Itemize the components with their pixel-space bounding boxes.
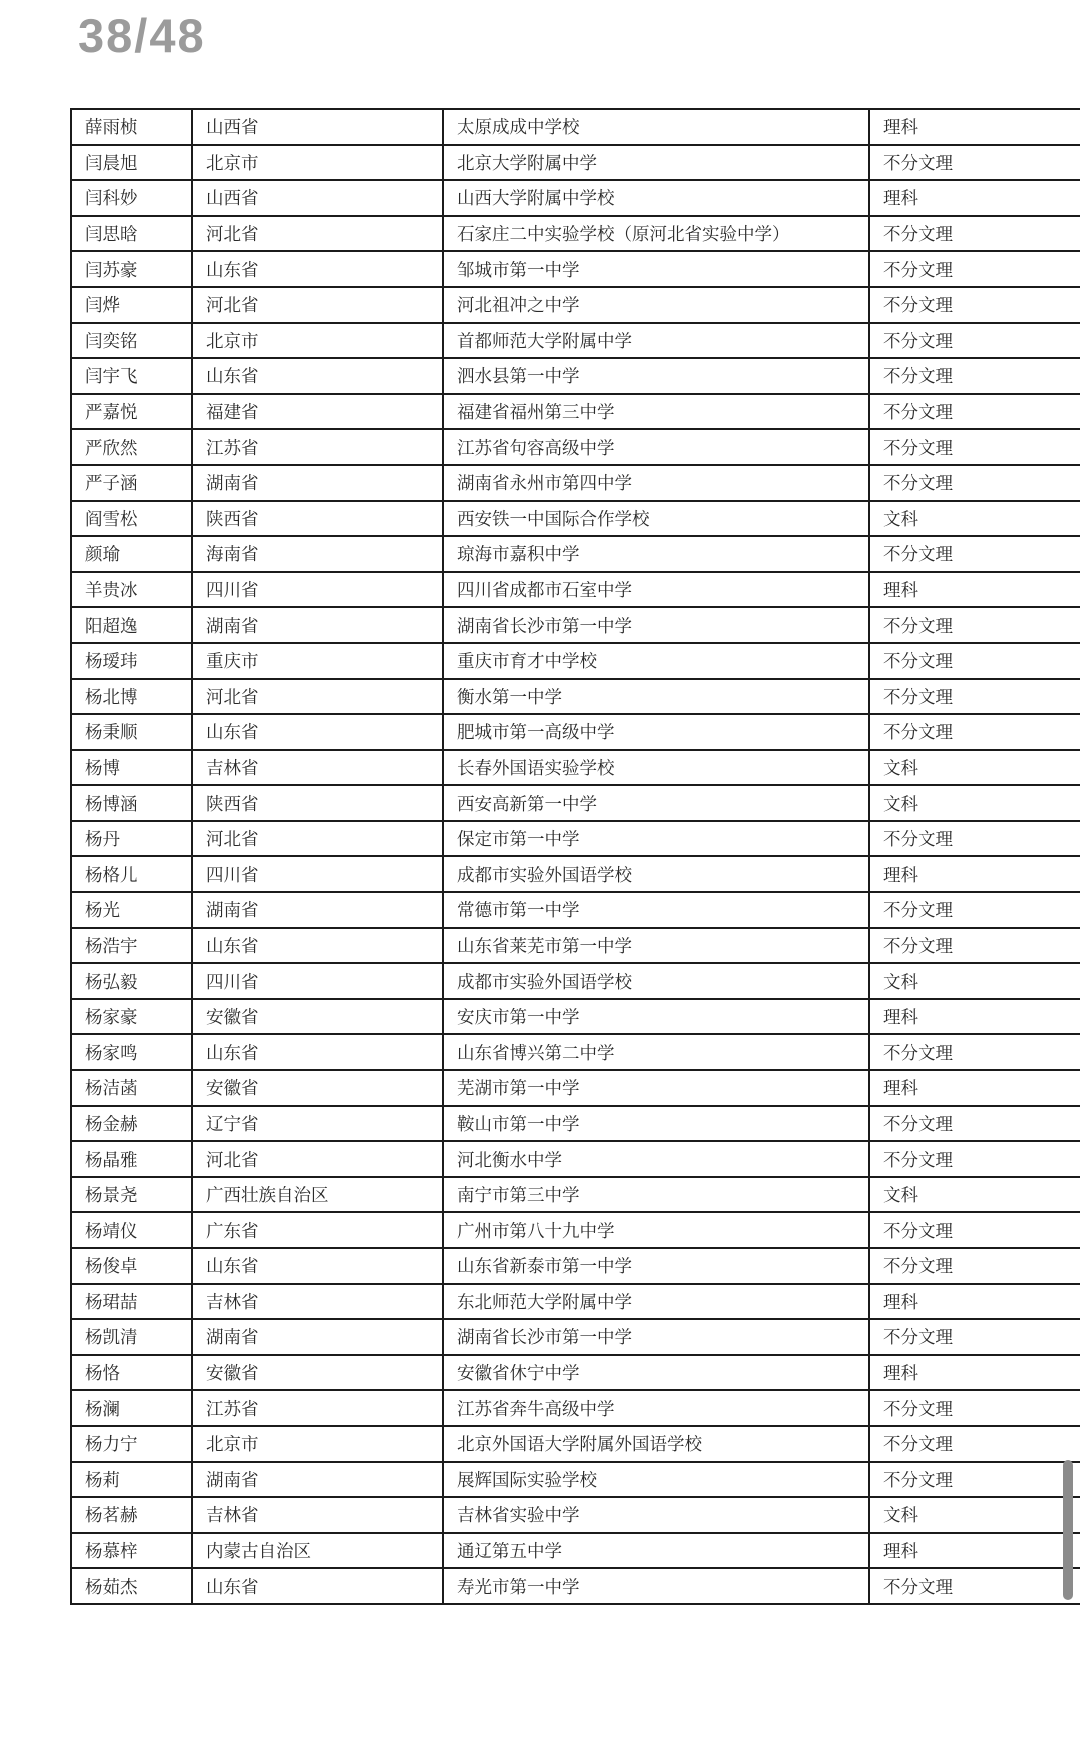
cell-province: 山东省 (192, 251, 443, 287)
cell-school: 广州市第八十九中学 (443, 1212, 869, 1248)
cell-name: 严嘉悦 (71, 394, 192, 430)
cell-school: 东北师范大学附属中学 (443, 1284, 869, 1320)
cell-track: 不分文理 (869, 928, 1080, 964)
table-row (71, 1355, 1080, 1391)
table-row (71, 1284, 1080, 1320)
cell-province: 山西省 (192, 180, 443, 216)
cell-track: 不分文理 (869, 145, 1080, 181)
table-row (71, 821, 1080, 857)
table-row (71, 1462, 1080, 1498)
cell-province: 湖南省 (192, 465, 443, 501)
cell-track: 不分文理 (869, 536, 1080, 572)
cell-school: 邹城市第一中学 (443, 251, 869, 287)
cell-track: 不分文理 (869, 1426, 1080, 1462)
cell-track: 不分文理 (869, 1034, 1080, 1070)
cell-school: 江苏省句容高级中学 (443, 429, 869, 465)
cell-track: 不分文理 (869, 1319, 1080, 1355)
cell-province: 辽宁省 (192, 1106, 443, 1142)
cell-track: 不分文理 (869, 1141, 1080, 1177)
cell-name: 杨丹 (71, 821, 192, 857)
table-row (71, 536, 1080, 572)
cell-province: 吉林省 (192, 1284, 443, 1320)
cell-name: 闫晨旭 (71, 145, 192, 181)
cell-school: 北京大学附属中学 (443, 145, 869, 181)
cell-province: 安徽省 (192, 999, 443, 1035)
cell-track: 文科 (869, 785, 1080, 821)
cell-school: 肥城市第一高级中学 (443, 714, 869, 750)
cell-province: 四川省 (192, 856, 443, 892)
cell-name: 闫苏豪 (71, 251, 192, 287)
cell-track: 不分文理 (869, 216, 1080, 252)
table-row (71, 928, 1080, 964)
cell-school: 湖南省永州市第四中学 (443, 465, 869, 501)
table-row (71, 109, 1080, 145)
cell-school: 吉林省实验中学 (443, 1497, 869, 1533)
cell-track: 文科 (869, 750, 1080, 786)
cell-school: 山东省莱芜市第一中学 (443, 928, 869, 964)
cell-province: 吉林省 (192, 750, 443, 786)
cell-province: 河北省 (192, 287, 443, 323)
cell-name: 杨洁菡 (71, 1070, 192, 1106)
table-row (71, 501, 1080, 537)
cell-name: 杨恪 (71, 1355, 192, 1391)
cell-province: 江苏省 (192, 429, 443, 465)
cell-name: 杨茗赫 (71, 1497, 192, 1533)
cell-province: 重庆市 (192, 643, 443, 679)
cell-track: 不分文理 (869, 251, 1080, 287)
roster-table (70, 108, 1080, 1605)
page-number-indicator: 38/48 (78, 9, 206, 62)
table-row (71, 145, 1080, 181)
cell-school: 南宁市第三中学 (443, 1177, 869, 1213)
table-row (71, 572, 1080, 608)
table-row (71, 1319, 1080, 1355)
cell-name: 闫奕铭 (71, 323, 192, 359)
table-row (71, 679, 1080, 715)
cell-school: 通辽第五中学 (443, 1533, 869, 1569)
cell-province: 陕西省 (192, 501, 443, 537)
cell-name: 杨莉 (71, 1462, 192, 1498)
cell-track: 理科 (869, 1533, 1080, 1569)
cell-track: 不分文理 (869, 358, 1080, 394)
table-row (71, 643, 1080, 679)
cell-name: 杨靖仪 (71, 1212, 192, 1248)
cell-name: 薛雨桢 (71, 109, 192, 145)
cell-province: 山东省 (192, 928, 443, 964)
cell-track: 不分文理 (869, 465, 1080, 501)
cell-track: 不分文理 (869, 679, 1080, 715)
cell-province: 河北省 (192, 1141, 443, 1177)
cell-name: 杨格儿 (71, 856, 192, 892)
cell-school: 常德市第一中学 (443, 892, 869, 928)
table-row (71, 999, 1080, 1035)
cell-province: 湖南省 (192, 607, 443, 643)
cell-school: 山东省博兴第二中学 (443, 1034, 869, 1070)
table-row (71, 856, 1080, 892)
cell-name: 闫思晗 (71, 216, 192, 252)
cell-province: 广西壮族自治区 (192, 1177, 443, 1213)
cell-name: 杨慕梓 (71, 1533, 192, 1569)
cell-school: 琼海市嘉积中学 (443, 536, 869, 572)
cell-name: 杨博涵 (71, 785, 192, 821)
cell-province: 海南省 (192, 536, 443, 572)
table-row (71, 429, 1080, 465)
cell-school: 河北祖冲之中学 (443, 287, 869, 323)
cell-province: 江苏省 (192, 1390, 443, 1426)
cell-track: 不分文理 (869, 429, 1080, 465)
cell-school: 北京外国语大学附属外国语学校 (443, 1426, 869, 1462)
cell-name: 杨澜 (71, 1390, 192, 1426)
cell-name: 闫科妙 (71, 180, 192, 216)
cell-province: 湖南省 (192, 892, 443, 928)
cell-school: 湖南省长沙市第一中学 (443, 607, 869, 643)
cell-name: 杨茹杰 (71, 1568, 192, 1604)
cell-track: 理科 (869, 572, 1080, 608)
cell-name: 杨晶雅 (71, 1141, 192, 1177)
cell-track: 不分文理 (869, 714, 1080, 750)
cell-track: 不分文理 (869, 323, 1080, 359)
cell-province: 安徽省 (192, 1070, 443, 1106)
cell-school: 衡水第一中学 (443, 679, 869, 715)
cell-province: 山东省 (192, 358, 443, 394)
cell-track: 不分文理 (869, 1462, 1080, 1498)
cell-name: 阳超逸 (71, 607, 192, 643)
cell-province: 安徽省 (192, 1355, 443, 1391)
cell-name: 杨珺喆 (71, 1284, 192, 1320)
cell-school: 太原成成中学校 (443, 109, 869, 145)
cell-track: 理科 (869, 999, 1080, 1035)
cell-track: 文科 (869, 1497, 1080, 1533)
cell-track: 理科 (869, 856, 1080, 892)
cell-school: 寿光市第一中学 (443, 1568, 869, 1604)
cell-school: 西安高新第一中学 (443, 785, 869, 821)
cell-track: 不分文理 (869, 821, 1080, 857)
table-row (71, 1568, 1080, 1604)
cell-track: 不分文理 (869, 607, 1080, 643)
cell-name: 闫烨 (71, 287, 192, 323)
cell-province: 广东省 (192, 1212, 443, 1248)
cell-school: 福建省福州第三中学 (443, 394, 869, 430)
cell-track: 理科 (869, 109, 1080, 145)
table-row (71, 1070, 1080, 1106)
cell-name: 杨北博 (71, 679, 192, 715)
table-row (71, 607, 1080, 643)
table-row (71, 1426, 1080, 1462)
table-row (71, 1390, 1080, 1426)
cell-school: 成都市实验外国语学校 (443, 856, 869, 892)
cell-province: 河北省 (192, 679, 443, 715)
cell-school: 西安铁一中国际合作学校 (443, 501, 869, 537)
cell-name: 杨弘毅 (71, 963, 192, 999)
cell-school: 展辉国际实验学校 (443, 1462, 869, 1498)
table-row (71, 358, 1080, 394)
cell-name: 杨博 (71, 750, 192, 786)
cell-name: 杨力宁 (71, 1426, 192, 1462)
cell-province: 山东省 (192, 1248, 443, 1284)
cell-province: 四川省 (192, 572, 443, 608)
cell-track: 理科 (869, 1070, 1080, 1106)
cell-name: 杨家豪 (71, 999, 192, 1035)
cell-province: 北京市 (192, 323, 443, 359)
cell-name: 杨金赫 (71, 1106, 192, 1142)
table-row (71, 785, 1080, 821)
cell-province: 北京市 (192, 145, 443, 181)
cell-school: 重庆市育才中学校 (443, 643, 869, 679)
cell-school: 四川省成都市石室中学 (443, 572, 869, 608)
cell-track: 不分文理 (869, 1106, 1080, 1142)
cell-school: 芜湖市第一中学 (443, 1070, 869, 1106)
cell-name: 杨凯清 (71, 1319, 192, 1355)
cell-school: 泗水县第一中学 (443, 358, 869, 394)
cell-province: 内蒙古自治区 (192, 1533, 443, 1569)
cell-track: 不分文理 (869, 892, 1080, 928)
cell-province: 北京市 (192, 1426, 443, 1462)
cell-school: 山东省新泰市第一中学 (443, 1248, 869, 1284)
cell-name: 颜瑜 (71, 536, 192, 572)
cell-track: 文科 (869, 501, 1080, 537)
cell-track: 不分文理 (869, 394, 1080, 430)
table-row (71, 1034, 1080, 1070)
table-row (71, 180, 1080, 216)
table-row (71, 1248, 1080, 1284)
table-row (71, 963, 1080, 999)
table-row (71, 465, 1080, 501)
cell-track: 不分文理 (869, 643, 1080, 679)
cell-name: 严子涵 (71, 465, 192, 501)
table-row (71, 750, 1080, 786)
cell-school: 鞍山市第一中学 (443, 1106, 869, 1142)
table-row (71, 714, 1080, 750)
cell-school: 长春外国语实验学校 (443, 750, 869, 786)
cell-name: 杨瑷玮 (71, 643, 192, 679)
cell-name: 杨秉顺 (71, 714, 192, 750)
cell-track: 文科 (869, 1177, 1080, 1213)
cell-province: 陕西省 (192, 785, 443, 821)
table-row (71, 216, 1080, 252)
table-row (71, 394, 1080, 430)
cell-name: 闫宇飞 (71, 358, 192, 394)
cell-track: 不分文理 (869, 1568, 1080, 1604)
cell-track: 文科 (869, 963, 1080, 999)
table-row (71, 251, 1080, 287)
cell-school: 江苏省奔牛高级中学 (443, 1390, 869, 1426)
cell-province: 湖南省 (192, 1319, 443, 1355)
cell-track: 不分文理 (869, 1390, 1080, 1426)
cell-school: 安庆市第一中学 (443, 999, 869, 1035)
cell-province: 山东省 (192, 1034, 443, 1070)
cell-name: 杨光 (71, 892, 192, 928)
cell-track: 理科 (869, 180, 1080, 216)
cell-province: 湖南省 (192, 1462, 443, 1498)
cell-province: 河北省 (192, 821, 443, 857)
cell-name: 杨家鸣 (71, 1034, 192, 1070)
roster-table-body (71, 109, 1080, 1604)
cell-school: 成都市实验外国语学校 (443, 963, 869, 999)
table-row (71, 1212, 1080, 1248)
cell-province: 吉林省 (192, 1497, 443, 1533)
cell-school: 石家庄二中实验学校（原河北省实验中学） (443, 216, 869, 252)
cell-province: 四川省 (192, 963, 443, 999)
cell-school: 安徽省休宁中学 (443, 1355, 869, 1391)
cell-track: 理科 (869, 1284, 1080, 1320)
table-row (71, 1141, 1080, 1177)
cell-name: 杨浩宇 (71, 928, 192, 964)
cell-school: 湖南省长沙市第一中学 (443, 1319, 869, 1355)
cell-name: 杨俊卓 (71, 1248, 192, 1284)
cell-province: 河北省 (192, 216, 443, 252)
cell-province: 山东省 (192, 714, 443, 750)
cell-province: 福建省 (192, 394, 443, 430)
cell-school: 首都师范大学附属中学 (443, 323, 869, 359)
cell-school: 河北衡水中学 (443, 1141, 869, 1177)
scrollbar-thumb[interactable] (1063, 1460, 1073, 1600)
cell-province: 山西省 (192, 109, 443, 145)
cell-province: 山东省 (192, 1568, 443, 1604)
cell-school: 山西大学附属中学校 (443, 180, 869, 216)
table-row (71, 1533, 1080, 1569)
cell-track: 理科 (869, 1355, 1080, 1391)
cell-track: 不分文理 (869, 1248, 1080, 1284)
cell-track: 不分文理 (869, 287, 1080, 323)
cell-name: 严欣然 (71, 429, 192, 465)
table-row (71, 1106, 1080, 1142)
cell-track: 不分文理 (869, 1212, 1080, 1248)
cell-name: 阎雪松 (71, 501, 192, 537)
cell-name: 杨景尧 (71, 1177, 192, 1213)
table-row (71, 892, 1080, 928)
table-row (71, 1177, 1080, 1213)
table-row (71, 1497, 1080, 1533)
cell-school: 保定市第一中学 (443, 821, 869, 857)
table-row (71, 323, 1080, 359)
cell-name: 羊贵冰 (71, 572, 192, 608)
table-row (71, 287, 1080, 323)
